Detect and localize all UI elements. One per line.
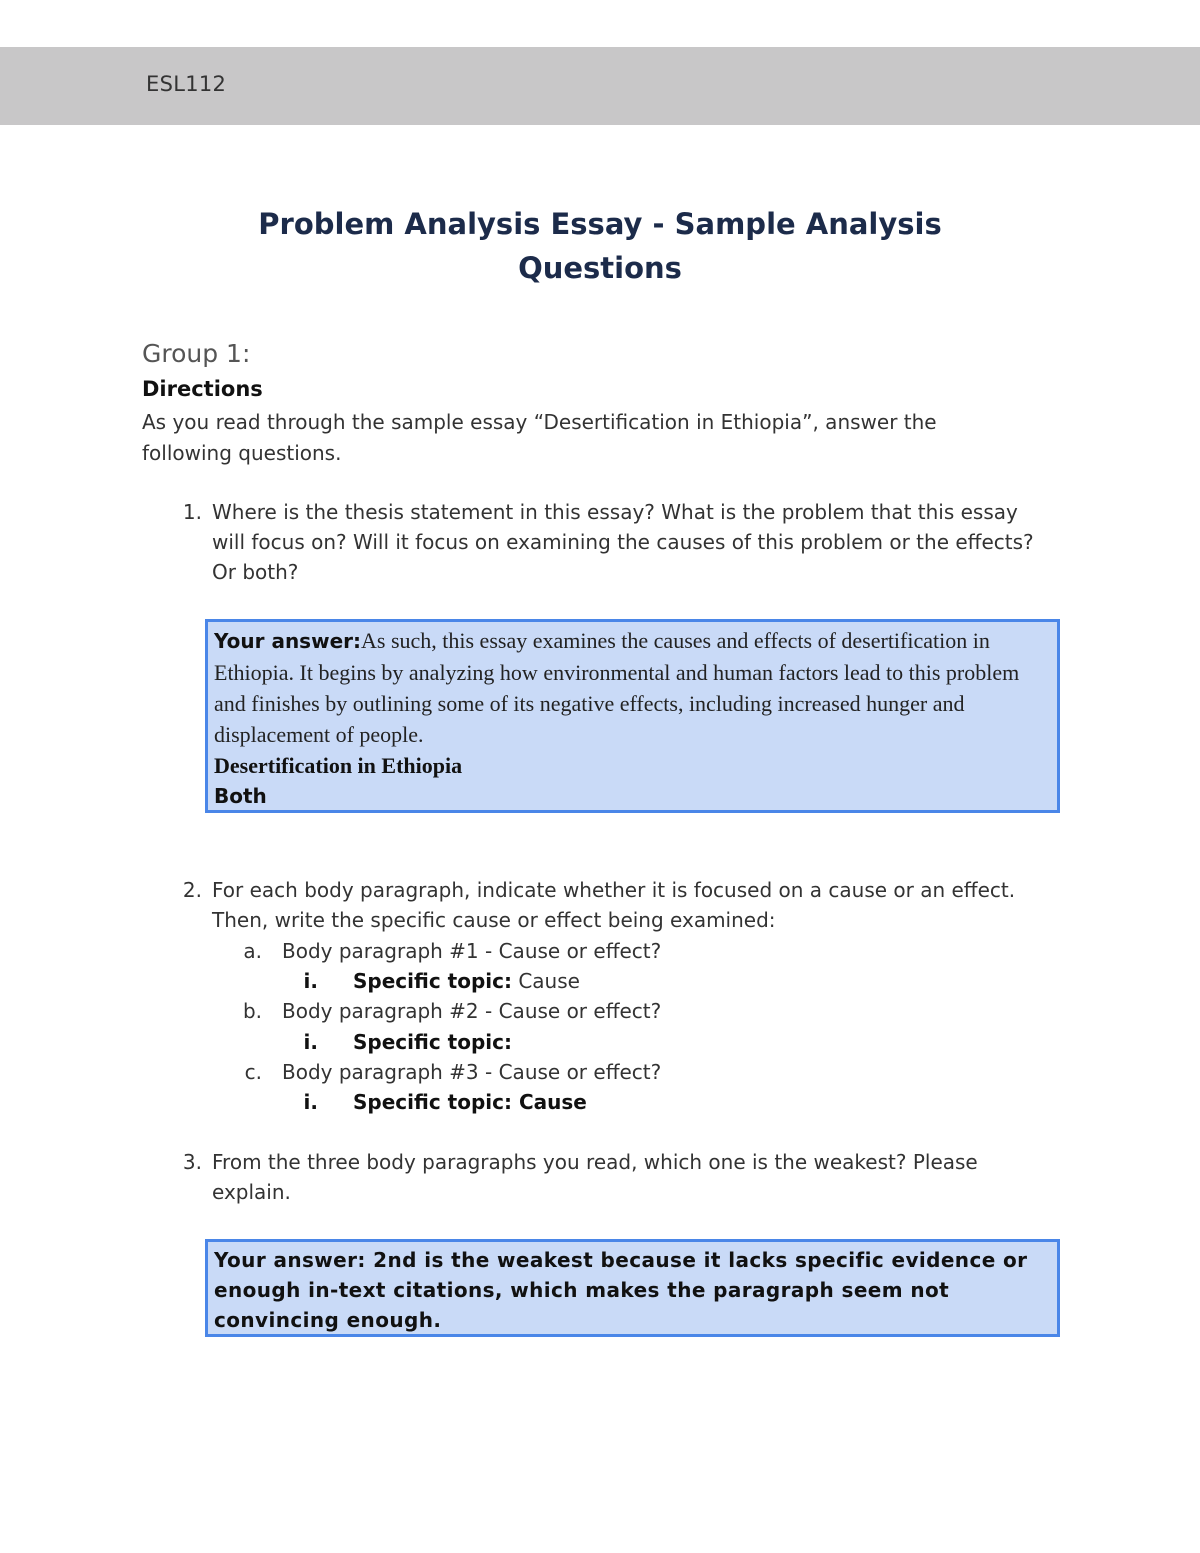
directions-text: As you read through the sample essay “Desertification in Ethiopia”, answer the following questions. xyxy=(142,410,937,465)
question-3 xyxy=(142,1147,1042,1207)
title-line-1: Problem Analysis Essay - Sample Analysis xyxy=(258,207,942,241)
answer-label: Your answer: xyxy=(214,1248,366,1272)
sub-item-label: Body paragraph #2 - Cause or effect? xyxy=(282,999,662,1023)
question-1 xyxy=(142,497,1042,587)
specific-topic-label: Specific topic: xyxy=(353,1090,512,1114)
specific-topic-value: Cause xyxy=(518,1090,587,1114)
sub-topic-roman: i. xyxy=(303,1030,318,1054)
specific-topic-label: Specific topic: xyxy=(353,1030,512,1054)
sub-topic-a xyxy=(212,966,580,996)
specific-topic-value: Cause xyxy=(518,969,580,993)
sub-topic-b xyxy=(212,1027,512,1057)
answer-label: Your answer: xyxy=(214,629,361,653)
sub-item-a xyxy=(212,936,661,966)
directions-heading: Directions xyxy=(142,377,263,401)
answer-line-2: Desertification in Ethiopia xyxy=(214,753,463,778)
sub-item-letter: a. xyxy=(243,939,262,963)
answer-text: As such, this essay examines the causes and effects of desertification in Ethiopia. It begins by analyzing how environmental and human factors lead to this problem and finishes by outlining some of its negative effects, including increased hunger and displacement of people. xyxy=(214,628,1020,747)
answer-box-3[interactable] xyxy=(205,1239,1060,1337)
answer-body xyxy=(214,625,1052,750)
sub-topic-c xyxy=(212,1087,587,1117)
sub-item-letter: c. xyxy=(244,1060,262,1084)
page-title xyxy=(0,202,1200,290)
question-number: 3. xyxy=(182,1150,202,1174)
sub-item-letter: b. xyxy=(242,999,262,1023)
sub-item-label: Body paragraph #3 - Cause or effect? xyxy=(282,1060,662,1084)
question-2 xyxy=(142,875,1042,935)
course-code: ESL112 xyxy=(146,72,227,96)
sub-item-label: Body paragraph #1 - Cause or effect? xyxy=(282,939,662,963)
question-text: Where is the thesis statement in this essay? What is the problem that this essay will focus on? Will it focus on examining the causes of this problem or the effects? Or both? xyxy=(212,500,1034,584)
sub-topic-roman: i. xyxy=(303,969,318,993)
answer-line-3: Both xyxy=(214,784,267,808)
answer-box-1[interactable] xyxy=(205,619,1060,813)
sub-item-b xyxy=(212,996,661,1026)
group-heading: Group 1: xyxy=(142,339,251,368)
title-line-2: Questions xyxy=(518,251,682,285)
sub-item-c xyxy=(212,1057,661,1087)
question-text: For each body paragraph, indicate whether it is focused on a cause or an effect. Then, write the specific cause or effect being examined: xyxy=(212,878,1016,932)
specific-topic-label: Specific topic: xyxy=(353,969,512,993)
sub-topic-roman: i. xyxy=(303,1090,318,1114)
question-text: From the three body paragraphs you read, which one is the weakest? Please explain. xyxy=(212,1150,978,1204)
answer-text: 2nd is the weakest because it lacks specific evidence or enough in-text citations, which makes the paragraph seem not convincing enough. xyxy=(214,1248,1028,1332)
question-number: 1. xyxy=(182,500,202,524)
question-number: 2. xyxy=(182,878,202,902)
answer-body xyxy=(214,1245,1052,1335)
